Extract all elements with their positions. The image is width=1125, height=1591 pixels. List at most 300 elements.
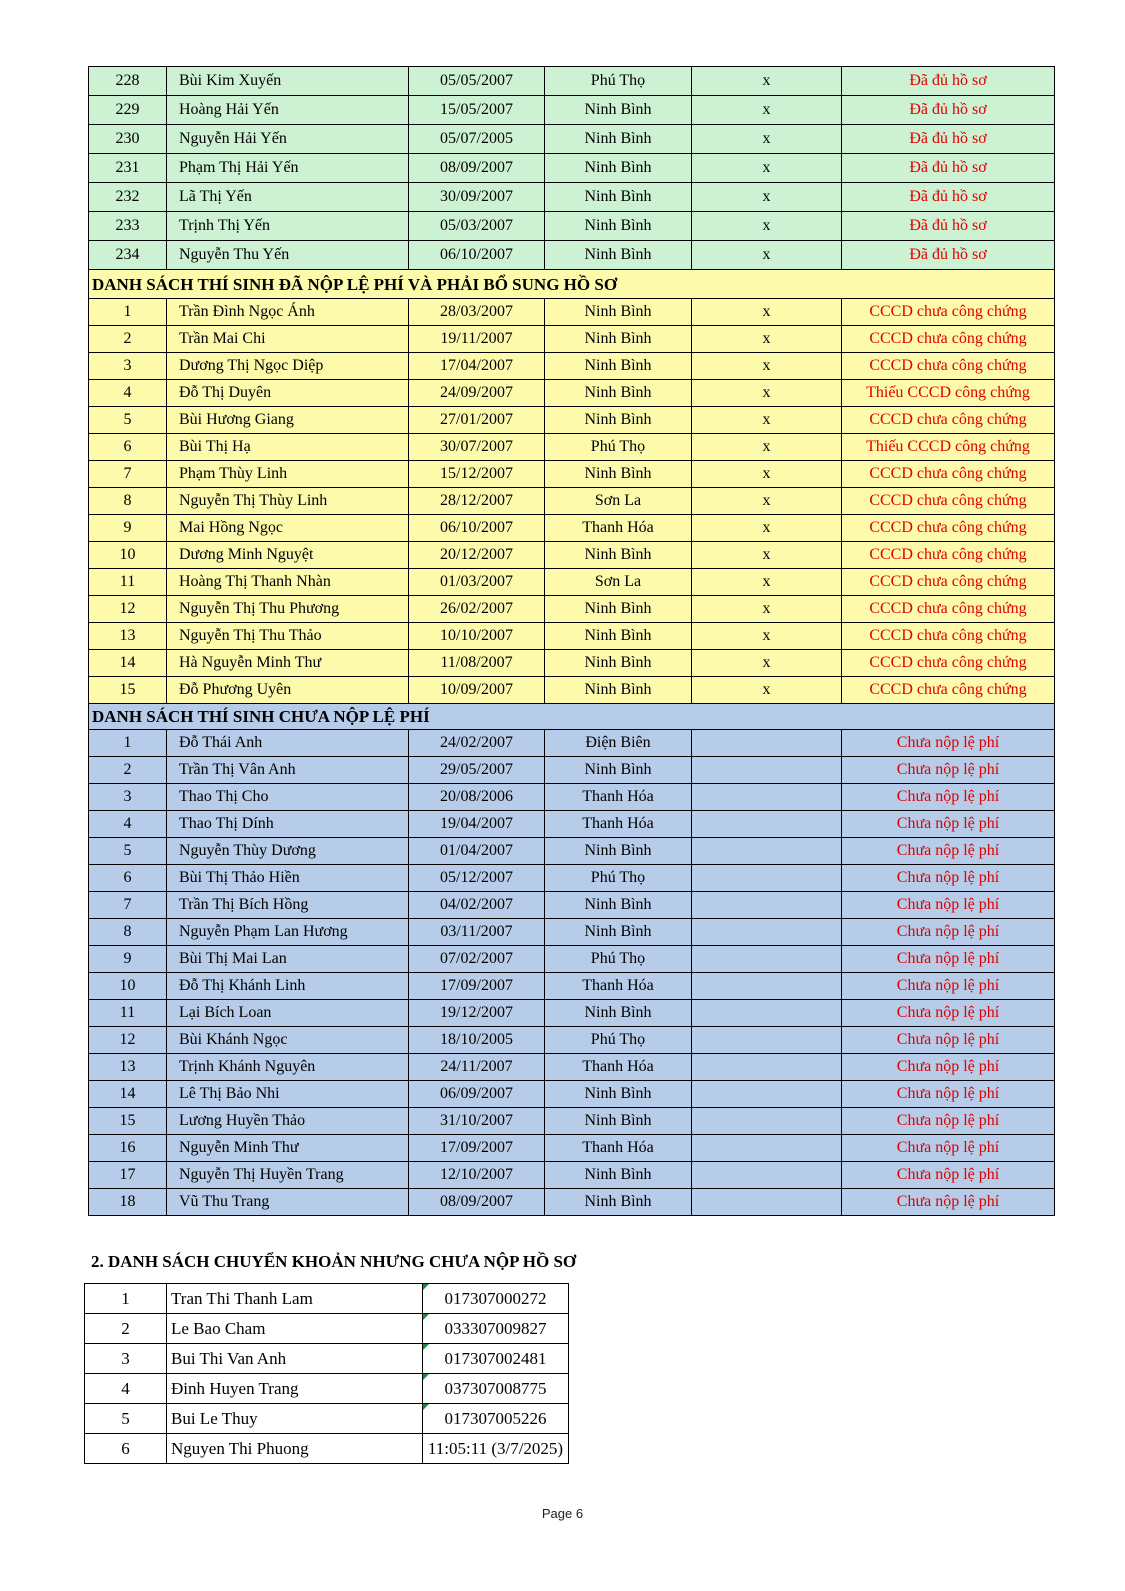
account-number: 017307000272 [423, 1284, 569, 1314]
row-number: 2 [85, 1314, 167, 1344]
table-row [85, 1344, 569, 1374]
transfer-table-body [85, 1284, 569, 1464]
birth-date: 12/10/2007 [409, 1162, 545, 1189]
birth-date: 19/04/2007 [409, 811, 545, 838]
candidate-name: Đỗ Phương Uyên [167, 677, 409, 704]
checkmark: x [692, 569, 842, 596]
checkmark [692, 1189, 842, 1216]
checkmark: x [692, 353, 842, 380]
row-number: 16 [89, 1135, 167, 1162]
row-number: 13 [89, 1054, 167, 1081]
status-note: Chưa nộp lệ phí [842, 784, 1055, 811]
birth-date: 04/02/2007 [409, 892, 545, 919]
birth-place: Phú Thọ [545, 865, 692, 892]
table-row [89, 677, 1055, 704]
birth-date: 17/09/2007 [409, 1135, 545, 1162]
checkmark: x [692, 677, 842, 704]
birth-date: 27/01/2007 [409, 407, 545, 434]
birth-date: 19/11/2007 [409, 326, 545, 353]
transfer-table [84, 1283, 569, 1464]
birth-date: 03/11/2007 [409, 919, 545, 946]
birth-date: 30/09/2007 [409, 183, 545, 212]
checkmark [692, 1135, 842, 1162]
table-row [85, 1374, 569, 1404]
birth-place: Ninh Bình [545, 1162, 692, 1189]
status-note: Chưa nộp lệ phí [842, 919, 1055, 946]
birth-place: Ninh Bình [545, 183, 692, 212]
checkmark: x [692, 650, 842, 677]
status-note: CCCD chưa công chứng [842, 407, 1055, 434]
status-note: CCCD chưa công chứng [842, 353, 1055, 380]
checkmark: x [692, 154, 842, 183]
status-note: Chưa nộp lệ phí [842, 1081, 1055, 1108]
status-note: CCCD chưa công chứng [842, 677, 1055, 704]
birth-date: 05/05/2007 [409, 67, 545, 96]
birth-date: 15/05/2007 [409, 96, 545, 125]
section-heading: DANH SÁCH THÍ SINH ĐÃ NỘP LỆ PHÍ VÀ PHẢI BỔ SUNG HỒ SƠ [89, 270, 1055, 299]
table-row [89, 623, 1055, 650]
account-number: 017307002481 [423, 1344, 569, 1374]
birth-place: Ninh Bình [545, 241, 692, 270]
table-row [89, 865, 1055, 892]
status-note: CCCD chưa công chứng [842, 569, 1055, 596]
candidate-name: Mai Hồng Ngọc [167, 515, 409, 542]
table-row [89, 1135, 1055, 1162]
candidate-name: Trịnh Thị Yến [167, 212, 409, 241]
birth-place: Ninh Bình [545, 407, 692, 434]
row-number: 9 [89, 946, 167, 973]
table-row [89, 434, 1055, 461]
candidate-name: Nguyễn Phạm Lan Hương [167, 919, 409, 946]
checkmark [692, 1054, 842, 1081]
candidate-name: Trần Mai Chi [167, 326, 409, 353]
row-number: 18 [89, 1189, 167, 1216]
table-row [85, 1314, 569, 1344]
transfer-name: Le Bao Cham [167, 1314, 423, 1344]
table-row [89, 757, 1055, 784]
checkmark [692, 1081, 842, 1108]
status-note: CCCD chưa công chứng [842, 623, 1055, 650]
status-note: Chưa nộp lệ phí [842, 973, 1055, 1000]
birth-place: Ninh Bình [545, 461, 692, 488]
row-number: 9 [89, 515, 167, 542]
birth-place: Thanh Hóa [545, 784, 692, 811]
birth-place: Ninh Bình [545, 542, 692, 569]
birth-date: 07/02/2007 [409, 946, 545, 973]
candidate-name: Trần Đình Ngọc Ánh [167, 299, 409, 326]
candidate-name: Lê Thị Bảo Nhi [167, 1081, 409, 1108]
table-row [89, 596, 1055, 623]
checkmark: x [692, 515, 842, 542]
row-number: 234 [89, 241, 167, 270]
status-note: CCCD chưa công chứng [842, 542, 1055, 569]
checkmark [692, 946, 842, 973]
row-number: 3 [89, 784, 167, 811]
row-number: 6 [89, 434, 167, 461]
status-note: CCCD chưa công chứng [842, 596, 1055, 623]
candidate-name: Dương Minh Nguyệt [167, 542, 409, 569]
row-number: 14 [89, 1081, 167, 1108]
table-row [89, 241, 1055, 270]
birth-place: Ninh Bình [545, 380, 692, 407]
candidate-name: Đỗ Thị Duyên [167, 380, 409, 407]
birth-place: Ninh Bình [545, 650, 692, 677]
transfer-name: Nguyen Thi Phuong [167, 1434, 423, 1464]
birth-place: Ninh Bình [545, 299, 692, 326]
birth-place: Thanh Hóa [545, 1054, 692, 1081]
row-number: 228 [89, 67, 167, 96]
status-note: Chưa nộp lệ phí [842, 757, 1055, 784]
row-number: 4 [89, 811, 167, 838]
birth-date: 17/09/2007 [409, 973, 545, 1000]
checkmark: x [692, 461, 842, 488]
checkmark: x [692, 434, 842, 461]
row-number: 11 [89, 1000, 167, 1027]
row-number: 3 [85, 1344, 167, 1374]
table-row [89, 569, 1055, 596]
table-row [89, 299, 1055, 326]
birth-place: Thanh Hóa [545, 515, 692, 542]
status-note: Đã đủ hồ sơ [842, 154, 1055, 183]
section-header-unpaid [89, 704, 1055, 730]
status-note: CCCD chưa công chứng [842, 326, 1055, 353]
birth-place: Sơn La [545, 488, 692, 515]
checkmark [692, 1162, 842, 1189]
table-row [89, 380, 1055, 407]
table-row [89, 183, 1055, 212]
status-note: Thiếu CCCD công chứng [842, 434, 1055, 461]
candidate-name: Phạm Thùy Linh [167, 461, 409, 488]
table-row [89, 1081, 1055, 1108]
status-note: Chưa nộp lệ phí [842, 1027, 1055, 1054]
birth-date: 05/07/2005 [409, 125, 545, 154]
table-row [89, 515, 1055, 542]
transfer-name: Bui Le Thuy [167, 1404, 423, 1434]
table-row [89, 1108, 1055, 1135]
table-row [89, 542, 1055, 569]
row-number: 7 [89, 461, 167, 488]
table-row [89, 353, 1055, 380]
table-row [89, 488, 1055, 515]
birth-place: Ninh Bình [545, 1081, 692, 1108]
birth-place: Phú Thọ [545, 946, 692, 973]
row-number: 4 [89, 380, 167, 407]
candidate-name: Hoàng Hải Yến [167, 96, 409, 125]
checkmark: x [692, 183, 842, 212]
page-number: Page 6 [541, 1506, 584, 1521]
birth-date: 06/10/2007 [409, 515, 545, 542]
birth-place: Phú Thọ [545, 67, 692, 96]
row-number: 1 [89, 299, 167, 326]
status-note: Chưa nộp lệ phí [842, 1000, 1055, 1027]
status-note: Chưa nộp lệ phí [842, 1162, 1055, 1189]
candidate-name: Đỗ Thị Khánh Linh [167, 973, 409, 1000]
birth-place: Ninh Bình [545, 154, 692, 183]
row-number: 7 [89, 892, 167, 919]
checkmark: x [692, 125, 842, 154]
row-number: 10 [89, 542, 167, 569]
table-row [85, 1284, 569, 1314]
checkmark: x [692, 96, 842, 125]
transfer-section-title: 2. DANH SÁCH CHUYỂN KHOẢN NHƯNG CHƯA NỘP HỒ SƠ [91, 1252, 577, 1271]
status-note: Đã đủ hồ sơ [842, 67, 1055, 96]
section-header-supplement [89, 270, 1055, 299]
table-row [89, 326, 1055, 353]
table-row [89, 946, 1055, 973]
birth-date: 18/10/2005 [409, 1027, 545, 1054]
checkmark: x [692, 67, 842, 96]
account-number: 11:05:11 (3/7/2025) [423, 1434, 569, 1464]
checkmark: x [692, 407, 842, 434]
checkmark [692, 730, 842, 757]
birth-place: Ninh Bình [545, 623, 692, 650]
row-number: 230 [89, 125, 167, 154]
account-number: 033307009827 [423, 1314, 569, 1344]
birth-date: 05/12/2007 [409, 865, 545, 892]
table-row [89, 973, 1055, 1000]
row-number: 233 [89, 212, 167, 241]
candidate-name: Nguyễn Thị Thu Phương [167, 596, 409, 623]
birth-date: 24/02/2007 [409, 730, 545, 757]
birth-date: 08/09/2007 [409, 1189, 545, 1216]
table-row [89, 919, 1055, 946]
checkmark [692, 811, 842, 838]
transfer-name: Tran Thi Thanh Lam [167, 1284, 423, 1314]
birth-place: Ninh Bình [545, 596, 692, 623]
birth-date: 30/07/2007 [409, 434, 545, 461]
birth-date: 01/04/2007 [409, 838, 545, 865]
status-note: Thiếu CCCD công chứng [842, 380, 1055, 407]
birth-place: Ninh Bình [545, 757, 692, 784]
row-number: 3 [89, 353, 167, 380]
checkmark: x [692, 596, 842, 623]
checkmark [692, 838, 842, 865]
section-heading: DANH SÁCH THÍ SINH CHƯA NỘP LỆ PHÍ [89, 704, 1055, 730]
status-note: Đã đủ hồ sơ [842, 183, 1055, 212]
row-number: 2 [89, 757, 167, 784]
row-number: 10 [89, 973, 167, 1000]
checkmark: x [692, 241, 842, 270]
candidate-name: Vũ Thu Trang [167, 1189, 409, 1216]
status-note: Đã đủ hồ sơ [842, 241, 1055, 270]
birth-date: 11/08/2007 [409, 650, 545, 677]
birth-date: 17/04/2007 [409, 353, 545, 380]
row-number: 1 [89, 730, 167, 757]
row-number: 13 [89, 623, 167, 650]
table-row [89, 96, 1055, 125]
row-number: 11 [89, 569, 167, 596]
status-note: Chưa nộp lệ phí [842, 1054, 1055, 1081]
birth-place: Ninh Bình [545, 1108, 692, 1135]
table-row [89, 1027, 1055, 1054]
row-number: 15 [89, 1108, 167, 1135]
table-row [89, 730, 1055, 757]
birth-place: Thanh Hóa [545, 1135, 692, 1162]
row-number: 5 [85, 1404, 167, 1434]
birth-date: 24/09/2007 [409, 380, 545, 407]
table-row [89, 811, 1055, 838]
row-number: 14 [89, 650, 167, 677]
checkmark: x [692, 380, 842, 407]
row-number: 12 [89, 1027, 167, 1054]
candidate-name: Nguyễn Thu Yến [167, 241, 409, 270]
status-note: Chưa nộp lệ phí [842, 1189, 1055, 1216]
row-number: 8 [89, 919, 167, 946]
table-row [89, 1189, 1055, 1216]
candidate-name: Trần Thị Bích Hồng [167, 892, 409, 919]
birth-place: Điện Biên [545, 730, 692, 757]
table-row [89, 1054, 1055, 1081]
row-number: 1 [85, 1284, 167, 1314]
checkmark [692, 892, 842, 919]
birth-date: 26/02/2007 [409, 596, 545, 623]
status-note: Chưa nộp lệ phí [842, 865, 1055, 892]
table-row [89, 650, 1055, 677]
status-note: Chưa nộp lệ phí [842, 946, 1055, 973]
birth-date: 29/05/2007 [409, 757, 545, 784]
row-number: 2 [89, 326, 167, 353]
birth-place: Ninh Bình [545, 1000, 692, 1027]
candidate-name: Nguyễn Thị Thùy Linh [167, 488, 409, 515]
birth-date: 10/10/2007 [409, 623, 545, 650]
status-note: Chưa nộp lệ phí [842, 1135, 1055, 1162]
status-note: Chưa nộp lệ phí [842, 838, 1055, 865]
candidate-name: Phạm Thị Hải Yến [167, 154, 409, 183]
status-note: CCCD chưa công chứng [842, 650, 1055, 677]
birth-place: Phú Thọ [545, 1027, 692, 1054]
table-row [85, 1404, 569, 1434]
birth-date: 06/09/2007 [409, 1081, 545, 1108]
checkmark [692, 784, 842, 811]
checkmark [692, 1108, 842, 1135]
checkmark [692, 1000, 842, 1027]
birth-place: Ninh Bình [545, 125, 692, 154]
checkmark [692, 1027, 842, 1054]
status-note: CCCD chưa công chứng [842, 488, 1055, 515]
status-note: Chưa nộp lệ phí [842, 892, 1055, 919]
table-row [89, 407, 1055, 434]
status-note: Chưa nộp lệ phí [842, 1108, 1055, 1135]
table-row [89, 1162, 1055, 1189]
table-row [85, 1434, 569, 1464]
candidate-name: Thao Thị Dính [167, 811, 409, 838]
candidate-name: Thao Thị Cho [167, 784, 409, 811]
candidate-name: Nguyễn Thị Huyền Trang [167, 1162, 409, 1189]
candidate-name: Trịnh Khánh Nguyên [167, 1054, 409, 1081]
table-row [89, 461, 1055, 488]
candidate-name: Nguyễn Minh Thư [167, 1135, 409, 1162]
birth-date: 28/12/2007 [409, 488, 545, 515]
row-number: 8 [89, 488, 167, 515]
status-note: CCCD chưa công chứng [842, 299, 1055, 326]
table-row [89, 784, 1055, 811]
candidate-name: Nguyễn Thị Thu Thảo [167, 623, 409, 650]
birth-date: 10/09/2007 [409, 677, 545, 704]
candidate-name: Đỗ Thái Anh [167, 730, 409, 757]
row-number: 231 [89, 154, 167, 183]
row-number: 6 [85, 1434, 167, 1464]
checkmark [692, 919, 842, 946]
candidate-name: Bùi Thị Hạ [167, 434, 409, 461]
birth-place: Ninh Bình [545, 212, 692, 241]
status-note: CCCD chưa công chứng [842, 515, 1055, 542]
row-number: 4 [85, 1374, 167, 1404]
candidate-name: Bùi Thị Thảo Hiền [167, 865, 409, 892]
candidate-name: Lã Thị Yến [167, 183, 409, 212]
birth-place: Ninh Bình [545, 353, 692, 380]
candidate-name: Nguyễn Thùy Dương [167, 838, 409, 865]
row-number: 229 [89, 96, 167, 125]
birth-place: Ninh Bình [545, 892, 692, 919]
candidate-name: Bùi Khánh Ngọc [167, 1027, 409, 1054]
candidate-table-body [89, 67, 1055, 1216]
candidate-name: Hà Nguyễn Minh Thư [167, 650, 409, 677]
birth-place: Ninh Bình [545, 326, 692, 353]
row-number: 17 [89, 1162, 167, 1189]
birth-date: 01/03/2007 [409, 569, 545, 596]
table-row [89, 1000, 1055, 1027]
candidate-name: Bùi Kim Xuyến [167, 67, 409, 96]
birth-date: 15/12/2007 [409, 461, 545, 488]
row-number: 232 [89, 183, 167, 212]
checkmark: x [692, 488, 842, 515]
birth-date: 19/12/2007 [409, 1000, 545, 1027]
candidate-name: Hoàng Thị Thanh Nhàn [167, 569, 409, 596]
birth-date: 31/10/2007 [409, 1108, 545, 1135]
status-note: CCCD chưa công chứng [842, 461, 1055, 488]
birth-place: Ninh Bình [545, 1189, 692, 1216]
birth-date: 28/03/2007 [409, 299, 545, 326]
row-number: 5 [89, 838, 167, 865]
birth-place: Ninh Bình [545, 838, 692, 865]
candidate-table [88, 66, 1055, 1216]
checkmark [692, 757, 842, 784]
birth-place: Thanh Hóa [545, 973, 692, 1000]
table-row [89, 892, 1055, 919]
account-number: 037307008775 [423, 1374, 569, 1404]
checkmark: x [692, 299, 842, 326]
birth-place: Sơn La [545, 569, 692, 596]
status-note: Đã đủ hồ sơ [842, 212, 1055, 241]
transfer-name: Đinh Huyen Trang [167, 1374, 423, 1404]
table-row [89, 67, 1055, 96]
candidate-name: Bùi Thị Mai Lan [167, 946, 409, 973]
birth-place: Ninh Bình [545, 677, 692, 704]
checkmark: x [692, 542, 842, 569]
transfer-name: Bui Thi Van Anh [167, 1344, 423, 1374]
table-row [89, 838, 1055, 865]
birth-place: Thanh Hóa [545, 811, 692, 838]
status-note: Chưa nộp lệ phí [842, 811, 1055, 838]
candidate-name: Nguyễn Hải Yến [167, 125, 409, 154]
birth-date: 20/08/2006 [409, 784, 545, 811]
birth-date: 24/11/2007 [409, 1054, 545, 1081]
birth-date: 06/10/2007 [409, 241, 545, 270]
candidate-name: Trần Thị Vân Anh [167, 757, 409, 784]
birth-date: 08/09/2007 [409, 154, 545, 183]
candidate-name: Lương Huyền Thảo [167, 1108, 409, 1135]
table-row [89, 154, 1055, 183]
status-note: Chưa nộp lệ phí [842, 730, 1055, 757]
account-number: 017307005226 [423, 1404, 569, 1434]
table-row [89, 125, 1055, 154]
candidate-name: Bùi Hương Giang [167, 407, 409, 434]
candidate-name: Lại Bích Loan [167, 1000, 409, 1027]
row-number: 12 [89, 596, 167, 623]
birth-place: Phú Thọ [545, 434, 692, 461]
row-number: 6 [89, 865, 167, 892]
row-number: 5 [89, 407, 167, 434]
